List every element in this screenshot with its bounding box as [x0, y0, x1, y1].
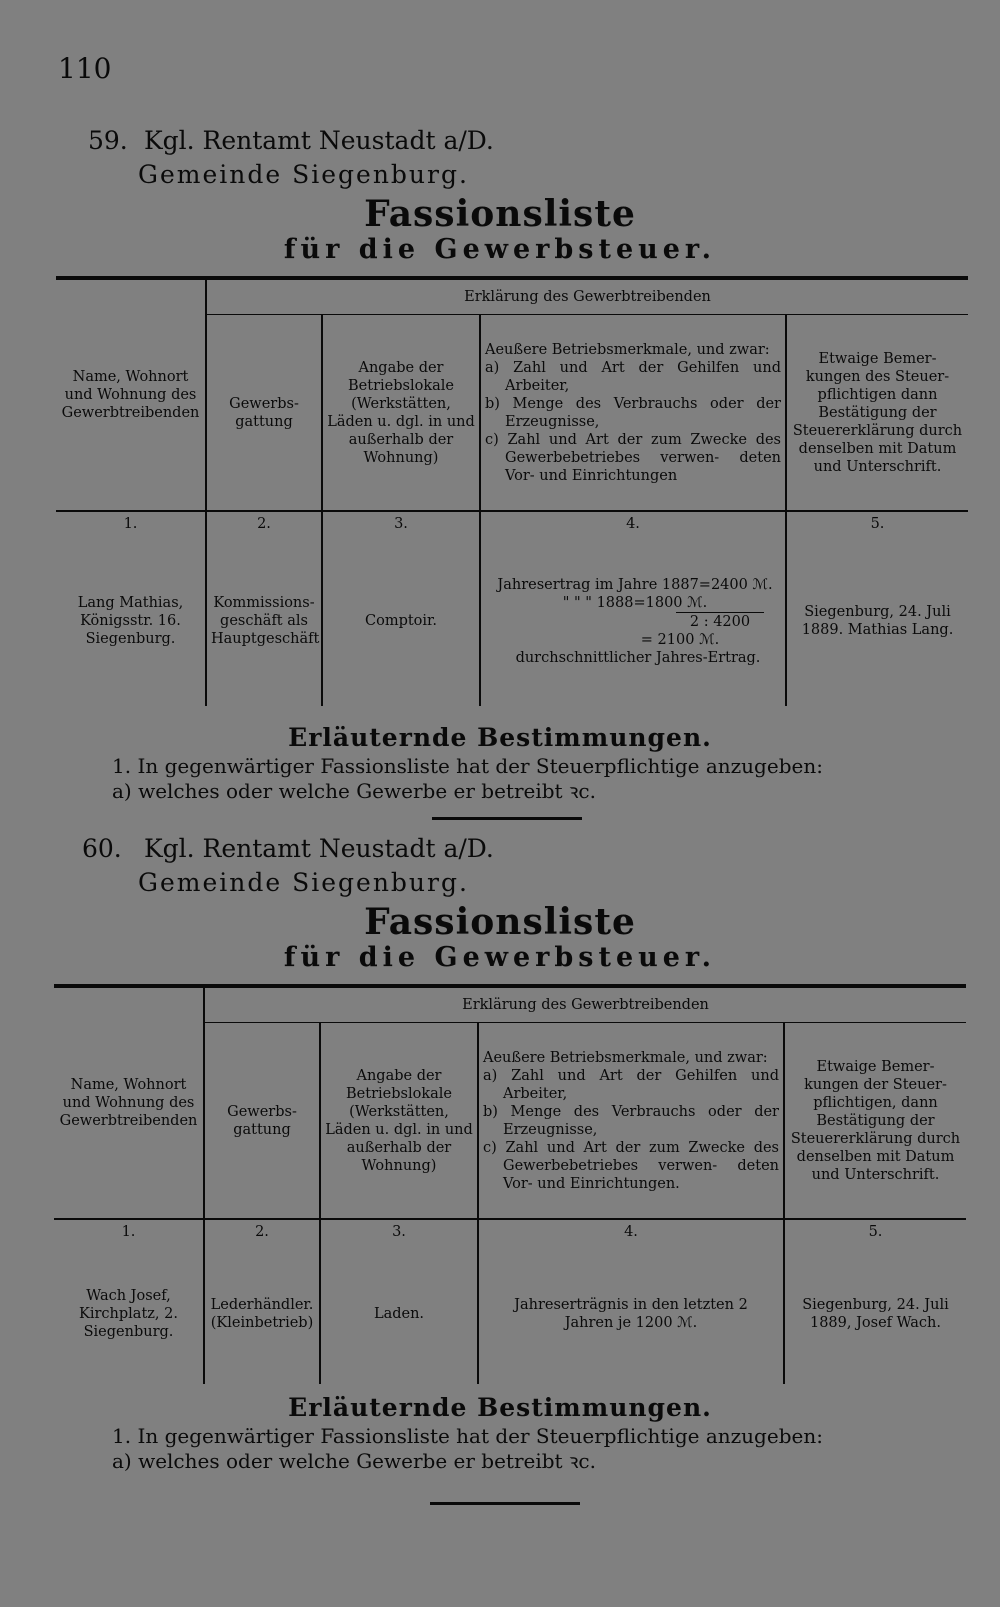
header-name: Name, Wohnort und Wohnung des Gewerbtreibenden	[61, 369, 200, 421]
features-line: Jahresertrag im Jahre 1887=2400 ℳ.	[497, 576, 773, 593]
header-trade: Gewerbs- gattung	[206, 315, 322, 512]
section-divider	[432, 817, 582, 820]
row-name: Lang Mathias, Königsstr. 16. Siegenburg.	[77, 595, 184, 647]
row-name: Wach Josef, Kirchplatz, 2. Siegenburg.	[79, 1288, 178, 1340]
column-number: 2.	[204, 1219, 320, 1244]
column-number-row	[54, 1219, 966, 1244]
row-trade: Kommissions- geschäft als Hauptgeschäft	[206, 536, 322, 706]
column-number: 5.	[786, 511, 968, 536]
entry-60-heading	[0, 832, 1000, 974]
entry-municipality-line	[88, 158, 1000, 192]
header-features-item: a) Zahl und Art der Gehilfen und Arbeiter,	[483, 1067, 779, 1102]
features-line: " " " 1888=1800 ℳ.	[562, 594, 708, 611]
entry-59-heading	[0, 124, 1000, 266]
column-number: 4.	[478, 1219, 784, 1244]
row-premises: Comptoir.	[322, 536, 480, 706]
row-features: Jahreserträgnis in den letzten 2 Jahren je 1200 ℳ.	[478, 1244, 784, 1384]
page-number: 110	[58, 52, 112, 85]
column-number: 5.	[784, 1219, 966, 1244]
notes-line: 1. In gegenwärtiger Fassionsliste hat der Steuerpflichtige anzugeben:	[112, 754, 823, 778]
municipality: Gemeinde Siegenburg.	[138, 868, 469, 897]
header-features-item: b) Menge des Verbrauchs oder der Erzeugnisse,	[483, 1103, 779, 1138]
section-divider	[430, 1502, 580, 1505]
row-premises: Laden.	[320, 1244, 478, 1384]
header-remarks: Etwaige Bemer- kungen der Steuer- pflichtigen, dann Bestätigung der Steuererklärung durch denselben mit Datum und Unterschrift.	[784, 1023, 966, 1220]
features-sum: 2 : 4200	[676, 612, 764, 631]
document-subtitle: für die Gewerbsteuer.	[283, 234, 717, 265]
column-number: 3.	[320, 1219, 478, 1244]
entry-office-line	[88, 124, 1000, 158]
document-title: Fassionsliste	[364, 193, 636, 235]
header-features	[478, 1023, 784, 1220]
row-remarks: Siegenburg, 24. Juli 1889. Mathias Lang.	[786, 536, 968, 706]
table-row	[54, 1244, 966, 1384]
header-premises: Angabe der Betriebslokale (Werkstätten, Läden u. dgl. in und außerhalb der Wohnung)	[320, 1023, 478, 1220]
header-features	[480, 315, 786, 512]
header-features-item: a) Zahl und Art der Gehilfen und Arbeiter,	[485, 359, 781, 394]
group-header: Erklärung des Gewerbtreibenden	[206, 278, 968, 315]
entry-number: 59.	[88, 126, 128, 155]
fassion-table-59	[56, 276, 968, 706]
column-number: 2.	[206, 511, 322, 536]
features-result: = 2100 ℳ.	[640, 631, 720, 648]
header-features-item: b) Menge des Verbrauchs oder der Erzeugnisse,	[485, 395, 781, 430]
fassion-table-60	[54, 984, 966, 1384]
entry-number: 60.	[82, 834, 122, 863]
header-features-item: c) Zahl und Art der zum Zwecke des Gewerbebetriebes verwen- deten Vor- und Einrichtungen	[485, 431, 781, 484]
header-premises: Angabe der Betriebslokale (Werkstätten, Läden u. dgl. in und außerhalb der Wohnung)	[322, 315, 480, 512]
notes-line: a) welches oder welche Gewerbe er betreibt ꝛc.	[112, 1449, 596, 1473]
notes-line: a) welches oder welche Gewerbe er betreibt ꝛc.	[112, 779, 596, 803]
notes-line: 1. In gegenwärtiger Fassionsliste hat der Steuerpflichtige anzugeben:	[112, 1424, 823, 1448]
features-note: durchschnittlicher Jahres-Ertrag.	[515, 649, 761, 666]
document-subtitle: für die Gewerbsteuer.	[283, 942, 717, 973]
row-features	[480, 536, 786, 706]
entry-office-line	[82, 832, 1000, 866]
column-number-row	[56, 511, 968, 536]
rentamt-office: Kgl. Rentamt Neustadt a/D.	[143, 126, 494, 155]
group-header: Erklärung des Gewerbtreibenden	[204, 986, 966, 1023]
table-row	[56, 536, 968, 706]
row-remarks: Siegenburg, 24. Juli 1889, Josef Wach.	[784, 1244, 966, 1384]
document-title: Fassionsliste	[364, 901, 636, 943]
header-trade: Gewerbs- gattung	[204, 1023, 320, 1220]
notes-59	[0, 722, 1000, 804]
header-features-list	[483, 1067, 779, 1193]
notes-60	[0, 1392, 1000, 1474]
header-remarks: Etwaige Bemer- kungen des Steuer- pflichtigen dann Bestätigung der Steuererklärung durch denselben mit Datum und Unterschrift.	[786, 315, 968, 512]
header-features-list	[485, 359, 781, 485]
header-name: Name, Wohnort und Wohnung des Gewerbtreibenden	[59, 1077, 198, 1129]
entry-municipality-line	[88, 866, 1000, 900]
column-number: 3.	[322, 511, 480, 536]
notes-title: Erläuternde Bestimmungen.	[288, 1393, 712, 1422]
municipality: Gemeinde Siegenburg.	[138, 160, 469, 189]
header-features-item: c) Zahl und Art der zum Zwecke des Gewerbebetriebes verwen- deten Vor- und Einrichtungen.	[483, 1139, 779, 1192]
header-features-intro: Aeußere Betriebsmerkmale, und zwar:	[483, 1049, 768, 1066]
row-trade: Lederhändler. (Kleinbetrieb)	[204, 1244, 320, 1384]
column-number: 1.	[56, 511, 206, 536]
header-features-intro: Aeußere Betriebsmerkmale, und zwar:	[485, 341, 770, 358]
rentamt-office: Kgl. Rentamt Neustadt a/D.	[143, 834, 494, 863]
column-number: 1.	[54, 1219, 204, 1244]
notes-title: Erläuternde Bestimmungen.	[288, 723, 712, 752]
column-number: 4.	[480, 511, 786, 536]
